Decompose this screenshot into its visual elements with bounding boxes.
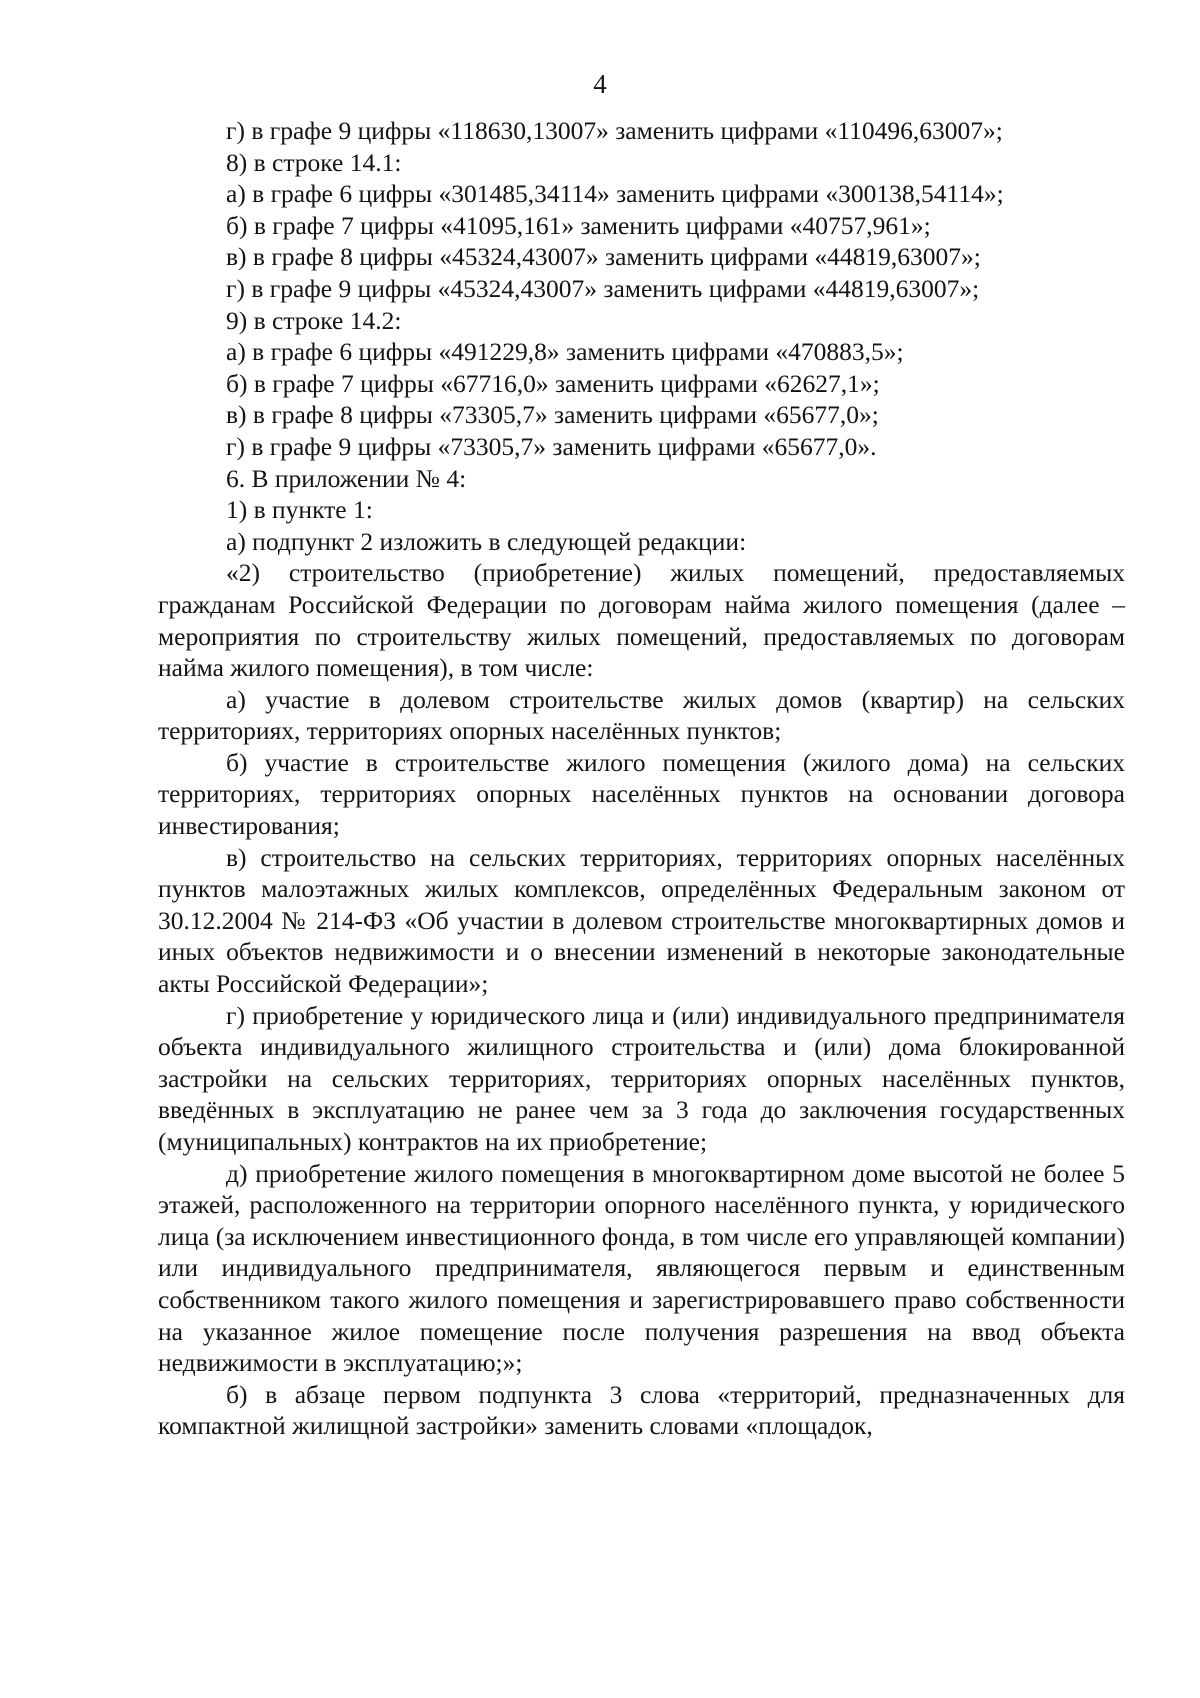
paragraph: г) приобретение у юридического лица и (или) индивидуального предпринимателя объекта индивидуального жилищного строительства и (или) дома блокированной застройки на сельских территориях, территориях опорных населённых пунктов, введённых в эксплуатацию не ранее чем за 3 года до заключения государственных (муниципальных) контрактов на их приобретение; — [158, 1000, 1125, 1156]
document-body — [158, 115, 1125, 1442]
paragraph: «2) строительство (приобретение) жилых помещений, предоставляемых гражданам Российской Федерации по договорам найма жилого помещения (далее – мероприятия по строительству жилых помещений, предоставляемых по договорам найма жилого помещения), в том числе: — [158, 558, 1125, 683]
text-line: 6. В приложении № 4: — [226, 463, 467, 493]
text-line: а) подпункт 2 изложить в следующей редакции: — [226, 526, 747, 556]
text-line: б) в графе 7 цифры «41095,161» заменить цифрами «40757,961»; — [226, 210, 931, 240]
text-line: 8) в строке 14.1: — [226, 147, 402, 177]
page-number: 4 — [593, 69, 607, 99]
paragraph: д) приобретение жилого помещения в многоквартирном доме высотой не более 5 этажей, расположенного на территории опорного населённого пункта, у юридического лица (за исключением инвестиционного фонда, в том числе его управляющей компании) или индивидуального предпринимателя, являющегося первым и единственным собственником такого жилого помещения и зарегистрировавшего право собственности на указанное жилое помещение после получения разрешения на ввод объекта недвижимости в эксплуатацию;»; — [158, 1158, 1125, 1378]
text-line: г) в графе 9 цифры «73305,7» заменить цифрами «65677,0». — [226, 431, 877, 461]
text-line: в) в графе 8 цифры «45324,43007» заменить цифрами «44819,63007»; — [226, 242, 981, 272]
text-line: а) в графе 6 цифры «301485,34114» заменить цифрами «300138,54114»; — [226, 179, 1004, 209]
paragraph: в) строительство на сельских территориях, территориях опорных населённых пунктов малоэтажных жилых комплексов, определённых Федеральным законом от 30.12.2004 № 214-ФЗ «Об участии в долевом строительстве многоквартирных домов и иных объектов недвижимости и о внесении изменений в некоторые законодательные акты Российской Федерации»; — [158, 842, 1125, 999]
text-line: а) в графе 6 цифры «491229,8» заменить цифрами «470883,5»; — [226, 337, 904, 367]
text-line: г) в графе 9 цифры «45324,43007» заменить цифрами «44819,63007»; — [226, 273, 980, 303]
text-line: г) в графе 9 цифры «118630,13007» заменить цифрами «110496,63007»; — [226, 116, 1003, 145]
text-line: 1) в пункте 1: — [226, 495, 373, 525]
text-line: 9) в строке 14.2: — [226, 305, 402, 335]
text-line: б) в графе 7 цифры «67716,0» заменить цифрами «62627,1»; — [226, 368, 880, 398]
paragraph: а) участие в долевом строительстве жилых домов (квартир) на сельских территориях, территориях опорных населённых пунктов; — [158, 684, 1125, 746]
paragraph: б) в абзаце первом подпункта 3 слова «территорий, предназначенных для компактной жилищной застройки» заменить словами «площадок, — [158, 1379, 1125, 1441]
text-line: в) в графе 8 цифры «73305,7» заменить цифрами «65677,0»; — [226, 400, 879, 430]
paragraph: б) участие в строительстве жилого помещения (жилого дома) на сельских территориях, территориях опорных населённых пунктов на основании договора инвестирования; — [158, 747, 1125, 841]
